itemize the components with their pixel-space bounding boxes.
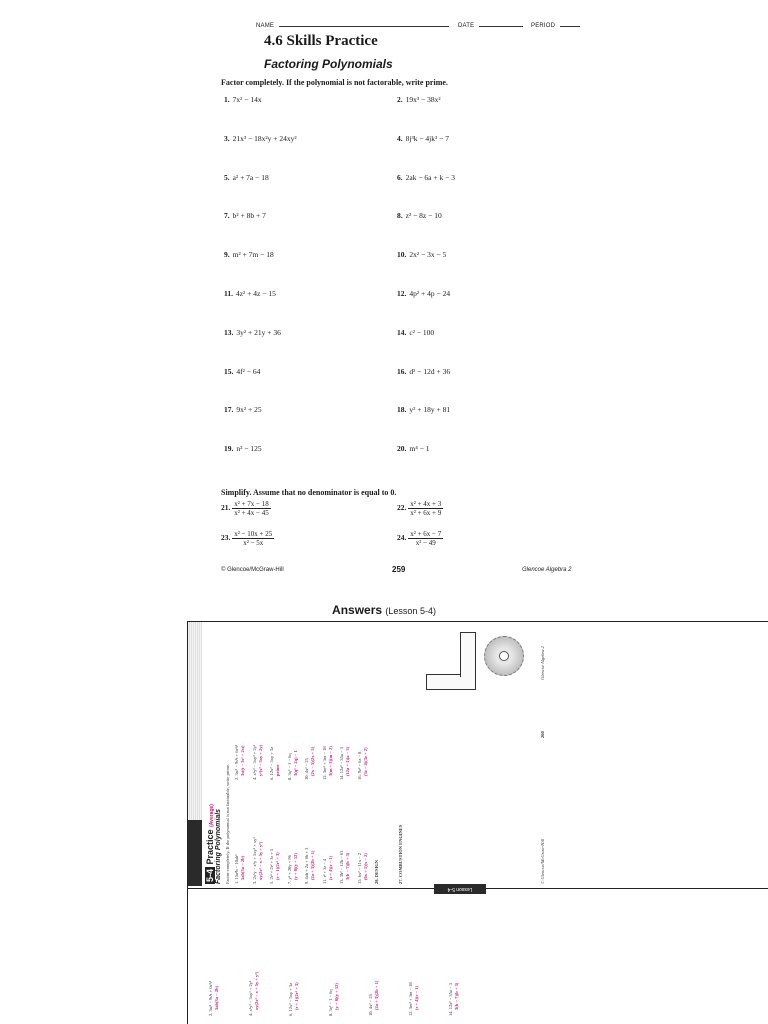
problem-number: 9. <box>224 250 230 260</box>
problem-number: 18. <box>397 405 407 415</box>
problem-number: 3. <box>224 133 230 143</box>
answer-key-answer: xy(2x² − x + 5y + y²) <box>257 841 263 880</box>
problem-expression: z² − 8z − 10 <box>405 211 442 221</box>
problem-number: 14. <box>397 327 407 337</box>
lower-problem: 8. 3q² − 1 − 6q <box>328 989 333 1016</box>
answer-key-problem: 1. 15a²b − 10ab² <box>234 854 239 884</box>
problem-number: 11. <box>224 289 233 298</box>
problem-expression: 4p² + 4p − 24 <box>409 289 451 298</box>
problem-7 <box>224 211 266 220</box>
practice-badge: 5-4 <box>205 868 215 882</box>
denominator: x² − 5x <box>243 539 264 547</box>
practice-heading: Practice <box>205 829 215 865</box>
answer-key-answer: prime <box>275 764 280 776</box>
answer-key-answer: (3z − 4)(3z + 2) <box>362 747 368 776</box>
lower-problem: 4. x³y² − 3xy³ + 2y³ <box>248 980 253 1016</box>
answer-key-answer: (y + 8)(y + 12) <box>292 853 298 880</box>
fraction <box>408 530 443 547</box>
answer-key-problem: 7. y² + 20y + 96 <box>286 855 292 884</box>
problem-number: 23. <box>221 533 231 543</box>
answer-key-problem: 3. 2x³y − x²y + 5xy² + xy³ <box>251 837 257 884</box>
problem-expression: 8j³k − 4jk³ − 7 <box>405 133 449 143</box>
simplify-instructions: Simplify. Assume that no denominator is equal to 0. <box>221 488 397 497</box>
answer-key-answer: (r + 4)(r − 1) <box>327 856 333 880</box>
answer-key-answer: (12a + 1)(a − 3) <box>345 746 350 776</box>
fraction <box>232 530 274 547</box>
answer-key-answer: 3(m + 3)(m − 2) <box>327 746 333 776</box>
problem-number: 20. <box>397 444 407 454</box>
problem-number: 17. <box>224 405 234 415</box>
practice-subtitle: Factoring Polynomials <box>215 808 222 884</box>
problem-expression: 9x² + 25 <box>236 405 262 415</box>
problem-expression: n³ − 125 <box>236 444 262 454</box>
fraction-problem-23 <box>221 530 274 547</box>
answer-key-problem: 15. 6x² − 11x − 2 <box>356 852 362 884</box>
problem-8 <box>397 211 442 220</box>
practice-header-bar <box>188 820 202 886</box>
answer-key-answer: 3(q² − 2q) − 1 <box>292 750 298 776</box>
answer-key-answer: (r + 1)(2r² + 3) <box>275 852 280 880</box>
answer-key-problem: 10. 4x² − 25 <box>304 758 309 780</box>
lower-problem: 6. 12x² − 5xy + 3z <box>288 982 293 1016</box>
word-problem-27: 27. COMBUSTION ENGINES <box>398 824 403 884</box>
practice-level: (Average) <box>209 804 215 827</box>
problem-14 <box>397 328 434 337</box>
lower-answer: 5ab(3a − 2b) <box>214 985 219 1010</box>
problem-number: 19. <box>224 444 234 454</box>
gear-center <box>499 651 509 661</box>
answer-key-problem: 12. 3m² + 3m − 18 <box>321 746 327 780</box>
answer-key-problem: 9. 4ab + 2a + 6b + 3 <box>304 847 309 884</box>
period-field[interactable] <box>531 20 580 29</box>
answer-key-answer: 3(b − 7)(b + 3) <box>345 852 350 880</box>
worksheet-subtitle: Factoring Polynomials <box>264 57 393 71</box>
problem-number: 1. <box>224 95 230 104</box>
lower-answer: (r + 1)(2r² + 3) <box>294 982 299 1010</box>
problem-expression: 2x² − 3x − 5 <box>409 250 447 260</box>
problem-number: 6. <box>397 172 403 182</box>
date-field[interactable] <box>458 20 523 29</box>
answers-title <box>0 603 768 617</box>
denominator: x² + 6x + 9 <box>410 509 442 517</box>
problem-expression: 4f² − 64 <box>236 366 261 376</box>
answer-key-answer: 5ab(3a − 2b) <box>240 855 245 880</box>
problem-number: 16. <box>397 366 407 376</box>
problem-number: 4. <box>397 133 403 143</box>
problem-number: 2. <box>397 95 403 104</box>
fraction <box>232 500 271 517</box>
period-label: PERIOD <box>531 23 556 29</box>
problem-number: 24. <box>397 533 407 543</box>
fraction <box>408 500 443 517</box>
lower-answer: 3(b − 7)(b + 3) <box>454 982 459 1010</box>
practice-title <box>205 804 215 884</box>
problem-number: 12. <box>397 289 407 298</box>
lower-problem: 2. 3st² − 9s³t + 6s²t² <box>208 980 213 1016</box>
problem-10 <box>397 250 446 259</box>
problem-11 <box>224 289 276 298</box>
problem-expression: c² − 100 <box>409 327 435 337</box>
answer-key-problem: 13. 3b² − 12b − 63 <box>339 850 344 884</box>
lower-answer: (2a + 3)(2b + 1) <box>374 980 379 1010</box>
problem-1 <box>224 95 262 104</box>
denominator: x² + 4x − 45 <box>234 509 269 517</box>
worksheet-title: 4.6 Skills Practice <box>264 33 378 49</box>
lower-answer: (r + 4)(r − 1) <box>414 986 419 1010</box>
numerator: x² + 4x + 3 <box>410 500 442 508</box>
problem-expression: m² + 7m − 18 <box>232 250 274 260</box>
date-label: DATE <box>458 23 475 29</box>
footer-book: Glencoe Algebra 2 <box>522 567 572 573</box>
answers-footer-right: Glencoe Algebra 2 <box>540 646 545 680</box>
problem-15 <box>224 367 260 376</box>
problem-expression: d² − 12d + 36 <box>409 366 451 376</box>
practice-side-strip <box>188 622 202 820</box>
problem-number: 21. <box>221 503 231 513</box>
problem-number: 5. <box>224 172 230 182</box>
problem-13 <box>224 328 281 337</box>
answer-key-answer: 3st(t − 3s² + 2st) <box>240 745 245 776</box>
problem-6 <box>397 173 455 182</box>
lower-problem: 14. 12a² − 35a − 3 <box>448 983 453 1016</box>
word-problem-28: 28. DESIGN <box>374 859 379 884</box>
fraction-problem-22 <box>397 500 443 517</box>
name-blank <box>279 20 449 27</box>
lower-problem: 12. 3m² + 3m − 18 <box>408 982 413 1016</box>
lower-problem: 10. 4x² − 25 <box>368 994 373 1016</box>
problem-expression: 2ak − 6a + k − 3 <box>405 172 455 182</box>
problem-16 <box>397 367 450 376</box>
name-label: NAME <box>256 23 275 29</box>
factor-instructions: Factor completely. If the polynomial is not factorable, write prime. <box>221 78 448 87</box>
answers-page-number: 260 <box>540 731 545 738</box>
problem-expression: b² + 8b + 7 <box>232 211 266 221</box>
answer-key-problem: 2. 3st² − 9s³t + 6s²t² <box>234 744 239 780</box>
period-blank <box>560 20 580 27</box>
fraction-problem-21 <box>221 500 271 517</box>
numerator: x² + 6x − 7 <box>410 530 442 538</box>
answers-lesson: (Lesson 5-4) <box>385 606 436 616</box>
fraction-problem-24 <box>397 530 443 547</box>
answer-key-problem: 16. 9z² − 6z − 8 <box>356 751 362 780</box>
answer-key-problem: 8. 3q² − 1 − 6q <box>286 753 292 780</box>
lesson-tab-label: Lesson 5-4 <box>447 886 473 892</box>
name-field[interactable] <box>256 20 449 29</box>
answer-key-answer: (2a + 3)(2b + 1) <box>310 850 315 880</box>
answer-key-frame <box>187 621 768 1024</box>
answer-key-answer: (2x − 5)(2x + 5) <box>310 746 315 776</box>
problem-expression: y² + 18y + 81 <box>409 405 451 415</box>
page-number: 259 <box>392 565 406 574</box>
problem-number: 10. <box>397 250 407 260</box>
practice-instructions: Factor completely. If the polynomial is not factorable, write prime. <box>225 763 230 884</box>
problem-expression: 4z² + 4z − 15 <box>235 289 276 298</box>
problem-expression: 7x² − 14x <box>232 95 262 104</box>
answer-key-problem: 11. r² + 3r − 4 <box>321 858 327 884</box>
problem-3 <box>224 134 297 143</box>
problem-expression: 21x³ − 18x²y + 24xy² <box>232 133 297 143</box>
date-blank <box>479 20 523 27</box>
design-figure-arm <box>460 632 476 677</box>
footer-copyright: © Glencoe/McGraw-Hill <box>221 567 284 573</box>
problem-20 <box>397 444 430 453</box>
answer-key-answer: (6x + 1)(x − 2) <box>362 853 368 880</box>
answer-key-problem: 4. x³y² − 3xy³ + 2y³ <box>251 744 257 780</box>
problem-number: 7. <box>224 211 230 221</box>
problem-18 <box>397 405 450 414</box>
problem-number: 8. <box>397 211 403 221</box>
answer-key-problem: 6. 12x² − 5xy + 3z <box>269 746 274 780</box>
problem-expression: m⁴ − 1 <box>409 444 430 454</box>
problem-expression: 3y² + 21y + 36 <box>236 327 281 337</box>
problem-number: 13. <box>224 327 234 337</box>
problem-9 <box>224 250 274 259</box>
problem-2 <box>397 95 441 104</box>
problem-4 <box>397 134 449 143</box>
problem-19 <box>224 444 262 453</box>
answers-footer-left: © Glencoe/McGraw-Hill <box>540 838 545 884</box>
lower-answer: (y + 8)(y + 12) <box>334 983 339 1010</box>
denominator: x² − 49 <box>415 539 436 547</box>
problem-17 <box>224 405 262 414</box>
numerator: x² − 10x + 25 <box>234 530 273 538</box>
problem-number: 15. <box>224 366 234 376</box>
answer-key-problem: 5. 2r³ + 2r² + 3r + 3 <box>269 848 274 884</box>
numerator: x² + 7x − 18 <box>234 500 269 508</box>
lower-answer: xy(2x² − x + 5y + y²) <box>254 971 259 1010</box>
answers-heading: Answers <box>332 603 383 617</box>
answer-key-problem: 14. 12a² − 35a − 3 <box>339 747 344 780</box>
problem-number: 22. <box>397 503 407 513</box>
lesson-tab <box>434 884 486 894</box>
problem-12 <box>397 289 450 298</box>
problem-expression: a² + 7a − 18 <box>232 172 269 182</box>
answer-key-answer: y²(x³ − 3xy + 2y) <box>257 744 263 776</box>
problem-expression: 19x³ − 38x² <box>405 95 441 104</box>
problem-5 <box>224 173 269 182</box>
